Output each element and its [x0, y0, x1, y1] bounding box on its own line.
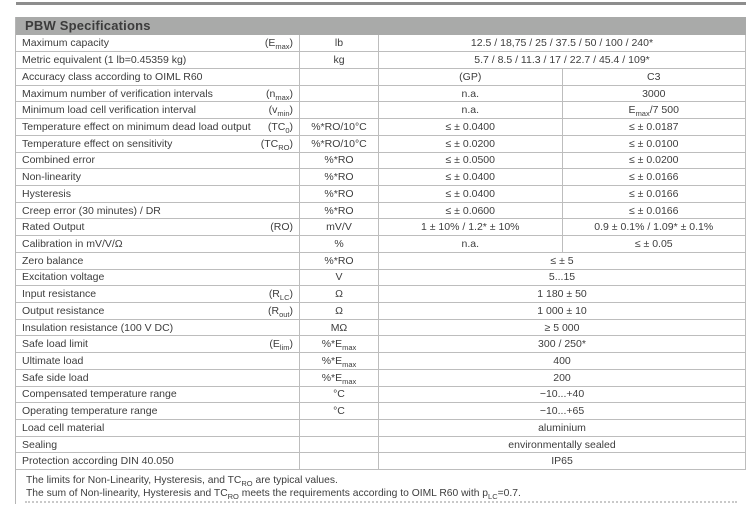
- param-cell: [16, 369, 300, 386]
- value-cell: ≤ ± 0.0600: [379, 202, 563, 219]
- param-label: Ultimate load: [22, 355, 84, 368]
- value-cell: $E_{max}/7$ 500: [562, 102, 746, 119]
- table-row: [16, 68, 746, 85]
- param-label: Rated Output: [22, 221, 85, 234]
- param-label: Safe side load: [22, 371, 89, 384]
- unit-cell: mV/V: [300, 219, 379, 236]
- param-cell: [16, 185, 300, 202]
- value-cell: ≤ ± 0.0187: [562, 119, 746, 136]
- param-symbol: $(E_{max})$: [264, 37, 293, 52]
- value-cell: 1 000 ± 10: [379, 303, 746, 320]
- param-label: Non-linearity: [22, 171, 81, 184]
- table-row: [16, 152, 746, 169]
- table-row: [16, 236, 746, 253]
- value-cell: aluminium: [379, 420, 746, 437]
- param-label: Minimum load cell verification interval: [22, 104, 196, 117]
- param-cell: [16, 236, 300, 253]
- param-label: Metric equivalent (1 lb=0.45359 kg): [22, 54, 187, 67]
- spec-table: [16, 35, 746, 470]
- unit-cell: %*RO/10°C: [300, 119, 379, 136]
- param-cell: [16, 436, 300, 453]
- param-cell: [16, 102, 300, 119]
- param-label: Zero balance: [22, 254, 84, 267]
- param-cell: [16, 252, 300, 269]
- value-cell: 12.5 / 18,75 / 25 / 37.5 / 50 / 100 / 240*: [379, 35, 746, 52]
- unit-cell: [300, 436, 379, 453]
- param-cell: [16, 35, 300, 52]
- value-cell: IP65: [379, 453, 746, 470]
- unit-cell: %*RO: [300, 252, 379, 269]
- param-label: Input resistance: [22, 288, 97, 301]
- param-label: Sealing: [22, 438, 58, 451]
- param-label: Maximum capacity: [22, 37, 109, 50]
- param-label: Excitation voltage: [22, 271, 105, 284]
- param-symbol: $(E_{lim})$: [269, 338, 293, 353]
- param-cell: [16, 85, 300, 102]
- param-cell: [16, 319, 300, 336]
- param-label: Protection according DIN 40.050: [22, 455, 174, 468]
- value-cell: 400: [379, 353, 746, 370]
- table-row: [16, 119, 746, 136]
- value-cell: 0.9 ± 0.1% / 1.09* ± 0.1%: [562, 219, 746, 236]
- param-cell: [16, 353, 300, 370]
- param-cell: [16, 420, 300, 437]
- value-cell: n.a.: [379, 85, 563, 102]
- table-row: [16, 436, 746, 453]
- spec-table-body: [16, 35, 746, 470]
- table-row: [16, 336, 746, 353]
- table-row: [16, 202, 746, 219]
- param-cell: [16, 202, 300, 219]
- param-cell: [16, 119, 300, 136]
- param-label: Combined error: [22, 154, 95, 167]
- param-cell: [16, 336, 300, 353]
- table-row: [16, 453, 746, 470]
- table-row: [16, 353, 746, 370]
- footnotes: [16, 475, 746, 500]
- table-row: [16, 319, 746, 336]
- footnote-line: The limits for Non-Linearity, Hysteresis, and $TC_{RO}$ are typical values.: [26, 475, 338, 489]
- unit-cell: kg: [300, 52, 379, 69]
- table-row: [16, 52, 746, 69]
- param-cell: [16, 286, 300, 303]
- table-row: [16, 185, 746, 202]
- table-title-bar: [16, 17, 746, 35]
- table-row: [16, 135, 746, 152]
- param-label: Temperature effect on minimum dead load output: [22, 120, 251, 133]
- unit-cell: %: [300, 236, 379, 253]
- table-row: [16, 85, 746, 102]
- unit-cell: [300, 453, 379, 470]
- value-cell: ≤ ± 0.0400: [379, 169, 563, 186]
- unit-cell: Ω: [300, 303, 379, 320]
- value-cell: ≤ ± 0.0200: [562, 152, 746, 169]
- param-cell: [16, 169, 300, 186]
- value-cell: 1 ± 10% / 1.2* ± 10%: [379, 219, 563, 236]
- value-cell: ≤ ± 0.0200: [379, 135, 563, 152]
- param-cell: [16, 269, 300, 286]
- unit-cell: %*RO: [300, 185, 379, 202]
- unit-cell: %*RO: [300, 152, 379, 169]
- table-row: [16, 420, 746, 437]
- param-cell: [16, 303, 300, 320]
- value-cell: ≤ ± 0.0166: [562, 202, 746, 219]
- param-label: Creep error (30 minutes) / DR: [22, 204, 161, 217]
- value-cell: −10...+40: [379, 386, 746, 403]
- value-cell: environmentally sealed: [379, 436, 746, 453]
- param-label: Maximum number of verification intervals: [22, 87, 213, 100]
- value-cell: ≤ ± 0.0166: [562, 169, 746, 186]
- value-cell: −10...+65: [379, 403, 746, 420]
- param-cell: [16, 135, 300, 152]
- param-symbol: $(R_{LC})$: [268, 288, 293, 303]
- unit-cell: Ω: [300, 286, 379, 303]
- param-symbol: $(TC_0)$: [267, 120, 293, 136]
- param-cell: [16, 52, 300, 69]
- unit-cell: V: [300, 269, 379, 286]
- unit-cell: %*RO: [300, 202, 379, 219]
- value-cell: 200: [379, 369, 746, 386]
- table-row: [16, 386, 746, 403]
- unit-cell: [300, 68, 379, 85]
- unit-cell: °C: [300, 403, 379, 420]
- value-cell: 300 / 250*: [379, 336, 746, 353]
- table-row: [16, 219, 746, 236]
- value-cell: ≤ ± 0.05: [562, 236, 746, 253]
- param-label: Accuracy class according to OIML R60: [22, 70, 203, 83]
- param-symbol: $(TC_{RO})$: [260, 137, 293, 152]
- param-cell: [16, 68, 300, 85]
- unit-cell: lb: [300, 35, 379, 52]
- table-row: [16, 269, 746, 286]
- table-row: [16, 102, 746, 119]
- param-label: Hysteresis: [22, 187, 72, 200]
- unit-cell: $\%*E_{max}$: [300, 369, 379, 386]
- value-cell: 1 180 ± 50: [379, 286, 746, 303]
- table-row: [16, 369, 746, 386]
- table-row: [16, 169, 746, 186]
- value-cell: ≤ ± 0.0400: [379, 119, 563, 136]
- value-cell: 5...15: [379, 269, 746, 286]
- param-label: Compensated temperature range: [22, 388, 177, 401]
- unit-cell: %*RO: [300, 169, 379, 186]
- value-cell: ≤ ± 0.0100: [562, 135, 746, 152]
- value-cell: (GP): [379, 68, 563, 85]
- unit-cell: $\%*E_{max}$: [300, 336, 379, 353]
- param-symbol: (RO): [270, 221, 293, 234]
- unit-cell: [300, 102, 379, 119]
- unit-cell: [300, 420, 379, 437]
- table-row: [16, 35, 746, 52]
- footnote-line: The sum of Non-linearity, Hysteresis and $TC_{RO}$ meets the requirements according to OIML R60 with $p_{LC}=0.7$.: [26, 487, 521, 501]
- param-cell: [16, 152, 300, 169]
- value-cell: ≤ ± 0.0166: [562, 185, 746, 202]
- param-label: Insulation resistance (100 V DC): [22, 321, 174, 334]
- value-cell: n.a.: [379, 102, 563, 119]
- value-cell: ≥ 5 000: [379, 319, 746, 336]
- unit-cell: [300, 85, 379, 102]
- table-title: PBW Specifications: [25, 18, 151, 33]
- top-divider-rule: [16, 2, 746, 5]
- param-cell: [16, 403, 300, 420]
- unit-cell: MΩ: [300, 319, 379, 336]
- param-label: Calibration in mV/V/Ω: [22, 237, 123, 250]
- crop-artifact-line: [25, 501, 737, 503]
- param-cell: [16, 386, 300, 403]
- param-label: Operating temperature range: [22, 405, 158, 418]
- param-label: Temperature effect on sensitivity: [22, 137, 173, 150]
- param-cell: [16, 219, 300, 236]
- table-row: [16, 252, 746, 269]
- value-cell: 3000: [562, 85, 746, 102]
- unit-cell: °C: [300, 386, 379, 403]
- table-row: [16, 403, 746, 420]
- value-cell: n.a.: [379, 236, 563, 253]
- value-cell: ≤ ± 5: [379, 252, 746, 269]
- param-label: Output resistance: [22, 304, 105, 317]
- value-cell: 5.7 / 8.5 / 11.3 / 17 / 22.7 / 45.4 / 109*: [379, 52, 746, 69]
- param-label: Safe load limit: [22, 338, 88, 351]
- table-row: [16, 303, 746, 320]
- table-row: [16, 286, 746, 303]
- param-symbol: $(R_{out})$: [267, 304, 293, 319]
- value-cell: C3: [562, 68, 746, 85]
- value-cell: ≤ ± 0.0400: [379, 185, 563, 202]
- value-cell: ≤ ± 0.0500: [379, 152, 563, 169]
- param-symbol: $(v_{min})$: [268, 104, 293, 119]
- unit-cell: %*RO/10°C: [300, 135, 379, 152]
- unit-cell: $\%*E_{max}$: [300, 353, 379, 370]
- param-cell: [16, 453, 300, 470]
- param-label: Load cell material: [22, 421, 105, 434]
- spec-table-frame: [15, 17, 746, 504]
- param-symbol: $(n_{max})$: [265, 87, 293, 102]
